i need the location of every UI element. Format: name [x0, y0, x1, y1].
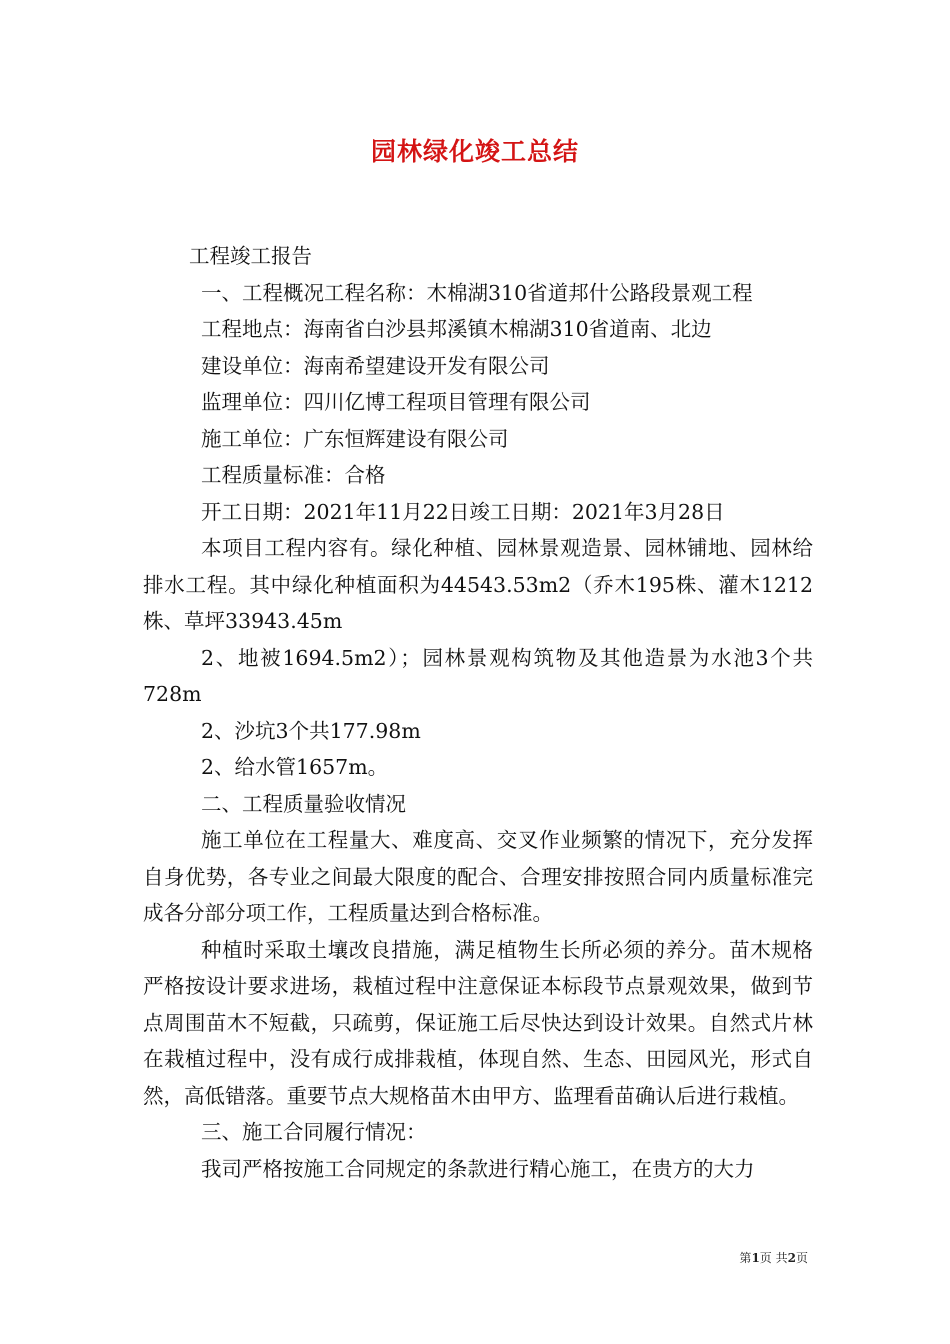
- section2-heading: 二、工程质量验收情况: [201, 791, 406, 816]
- scope-paragraph: 本项目工程内容有。绿化种植、园林景观造景、园林铺地、园林给排水工程。其中绿化种植面积为44543.53m2（乔木195株、灌木1212株、草坪33943.45m: [143, 536, 813, 633]
- document-title: 园林绿化竣工总结: [370, 137, 579, 166]
- footer-suffix: 页: [795, 1251, 808, 1265]
- sandpit-line: 2、沙坑3个共177.98m: [201, 718, 421, 743]
- footer-current-page: 1: [751, 1251, 760, 1265]
- footer-total-pages: 2: [787, 1251, 796, 1265]
- groundcover-paragraph: 2、地被1694.5m2）；园林景观构筑物及其他造景为水池3个共728m: [143, 645, 813, 706]
- document-body: [143, 238, 813, 1187]
- contractor-line: 施工单位：广东恒辉建设有限公司: [201, 426, 509, 451]
- quality-standard-line: 工程质量标准：合格: [201, 463, 386, 487]
- section3-heading: 三、施工合同履行情况：: [201, 1120, 427, 1144]
- page-footer: [739, 1249, 808, 1266]
- section3-paragraph-1: 我司严格按施工合同规定的条款进行精心施工，在贵方的大力: [201, 1156, 755, 1181]
- water-pipe-line: 2、给水管1657m。: [201, 755, 389, 779]
- dates-line: 开工日期：2021年11月22日竣工日期：2021年3月28日: [201, 499, 725, 524]
- supervisor-line: 监理单位：四川亿博工程项目管理有限公司: [201, 390, 591, 414]
- section2-paragraph-2: 种植时采取土壤改良措施，满足植物生长所必须的养分。苗木规格严格按设计要求进场，栽植过程中注意保证本标段节点景观效果，做到节点周围苗木不短截，只疏剪，保证施工后尽快达到设计效果。自然式片林在栽植过程中，没有成行成排栽植，体现自然、生态、田园风光，形式自然，高低错落。重要节点大规格苗木由甲方、监理看苗确认后进行栽植。: [143, 937, 813, 1108]
- owner-line: 建设单位：海南希望建设开发有限公司: [201, 353, 550, 378]
- footer-middle: 页 共: [759, 1251, 788, 1265]
- footer-prefix: 第: [739, 1251, 752, 1265]
- project-name-line: 一、工程概况工程名称：木棉湖310省道邦什公路段景观工程: [201, 280, 753, 305]
- section2-paragraph-1: 施工单位在工程量大、难度高、交叉作业频繁的情况下，充分发挥自身优势，各专业之间最大限度的配合、合理安排按照合同内质量标准完成各分部分项工作，工程质量达到合格标准。: [143, 828, 813, 925]
- report-heading: 工程竣工报告: [189, 244, 312, 268]
- location-line: 工程地点：海南省白沙县邦溪镇木棉湖310省道南、北边: [201, 317, 712, 341]
